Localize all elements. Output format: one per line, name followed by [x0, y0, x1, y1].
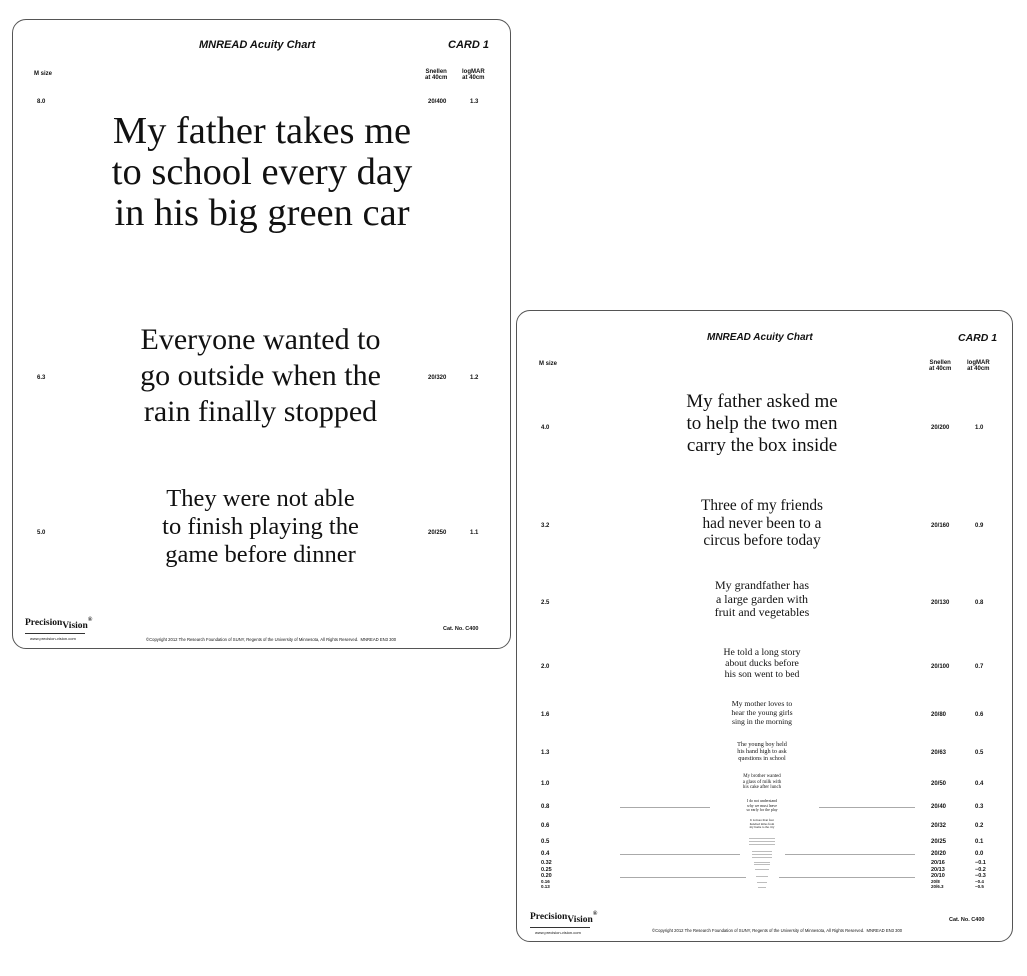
sentence-line: go outside when the	[140, 359, 381, 392]
snellen-value: 20/25	[931, 839, 947, 845]
sentence-line: Everyone wanted to	[140, 323, 381, 356]
website-text: www.precision-vision.com	[30, 636, 76, 641]
guide-line	[819, 807, 915, 808]
sentence-line: game before dinner	[165, 541, 356, 568]
snellen-header-line2: at 40cm	[425, 75, 448, 82]
snellen-header-line1: Snellen	[929, 360, 951, 366]
msize-value: 0.4	[541, 851, 550, 857]
sentence-line: a glass of milk with	[742, 779, 782, 785]
logmar-value: 0.7	[975, 664, 984, 670]
sentence-line: carry the box inside	[686, 435, 838, 456]
msize-value: 0.6	[541, 823, 550, 829]
tiny-sentence-placeholder	[754, 862, 770, 863]
sentence-line: to finish playing the	[162, 513, 359, 540]
reading-sentence	[742, 819, 782, 830]
logmar-value: 1.0	[975, 425, 984, 431]
registered-mark: ®	[87, 617, 93, 623]
chart-code: MNREAD EN3 300	[866, 928, 903, 933]
tiny-sentence-placeholder	[749, 844, 775, 845]
logmar-value: 0.9	[975, 523, 984, 529]
tiny-sentence-placeholder	[757, 882, 767, 883]
tiny-sentence-placeholder	[758, 887, 766, 888]
sentence-line: My mother loves to	[731, 699, 793, 708]
logmar-value: 1.1	[470, 530, 479, 536]
sentence-line: hear the young girls	[731, 708, 793, 717]
reading-sentence	[707, 647, 817, 680]
guide-line	[620, 877, 746, 878]
snellen-header	[425, 69, 447, 82]
sentence-line: The young boy held	[737, 741, 787, 748]
msize-value: 6.3	[37, 375, 46, 381]
logmar-value: 0.4	[975, 781, 984, 787]
snellen-value: 20/63	[931, 750, 947, 756]
guide-line	[779, 877, 915, 878]
sentence-line: so early for the play	[746, 808, 778, 812]
sentence-line: My father takes me	[112, 110, 412, 152]
logmar-header	[967, 360, 990, 373]
logmar-value: 1.3	[470, 99, 479, 105]
snellen-value: 20/130	[931, 600, 950, 606]
catalog-number: Cat. No. C400	[443, 626, 479, 632]
sentence-line: his son went to bed	[724, 669, 800, 680]
tiny-sentence-placeholder	[754, 864, 770, 865]
guide-line	[620, 807, 710, 808]
snellen-value: 20/200	[931, 425, 950, 431]
reading-sentence	[697, 579, 827, 620]
tiny-sentence-placeholder	[752, 854, 772, 855]
website-text: www.precision-vision.com	[535, 930, 581, 935]
msize-value: 1.3	[541, 750, 550, 756]
sentence-line: why we must leave	[747, 803, 777, 808]
precision-vision-logo	[25, 617, 93, 632]
logmar-value: 0.6	[975, 712, 984, 718]
logo-text-precision: Precision	[25, 618, 63, 629]
reading-sentence	[682, 497, 842, 550]
precision-vision-logo	[530, 911, 598, 926]
sentence-line: to school every day	[111, 151, 413, 193]
tiny-sentence-placeholder	[752, 851, 772, 852]
snellen-value: 20/20	[931, 851, 947, 857]
msize-value: 1.6	[541, 712, 550, 718]
snellen-header-line2: at 40cm	[929, 366, 952, 373]
snellen-value: 20/32	[931, 823, 947, 829]
logmar-header-line1: logMAR	[967, 360, 990, 366]
sentence-line: It is more than four	[750, 818, 774, 822]
snellen-value: 20/16	[931, 860, 945, 866]
logmar-header	[462, 69, 485, 82]
logmar-value: −0.2	[975, 867, 986, 873]
sentence-line: Three of my friends	[701, 497, 823, 514]
snellen-header-line1: Snellen	[425, 69, 447, 75]
snellen-value: 20/100	[931, 664, 950, 670]
sentence-line: questions in school	[738, 755, 786, 762]
catalog-number: Cat. No. C400	[949, 917, 985, 923]
logo-text-precision: Precision	[530, 912, 568, 923]
sentence-line: fruit and vegetables	[714, 605, 810, 619]
snellen-value: 20/40	[931, 804, 947, 810]
chart-code: MNREAD EN3 300	[360, 637, 397, 642]
sentence-line: rain finally stopped	[143, 395, 378, 428]
reading-sentence	[737, 799, 787, 813]
copyright-text	[652, 928, 902, 933]
logmar-value: 0.3	[975, 804, 984, 810]
msize-value: 0.5	[541, 839, 550, 845]
reading-sentence	[108, 322, 413, 430]
snellen-value: 20/50	[931, 781, 947, 787]
msize-value: 0.25	[541, 867, 552, 873]
logo-text-vision: Vision	[567, 915, 593, 926]
msize-header: M size	[539, 361, 558, 367]
logmar-header-line1: logMAR	[462, 69, 485, 75]
snellen-value: 20/250	[428, 530, 447, 536]
sentence-line: about ducks before	[725, 658, 799, 669]
reading-sentence	[727, 741, 797, 762]
msize-value: 1.0	[541, 781, 550, 787]
logmar-header-line2: at 40cm	[462, 75, 485, 82]
sentence-line: They were not able	[166, 485, 355, 512]
snellen-value: 20/13	[931, 867, 945, 873]
sentence-line: in his big green car	[114, 192, 410, 234]
card-label: CARD 1	[448, 39, 489, 51]
msize-value: 0.32	[541, 860, 552, 866]
sentence-line: sing in the morning	[731, 717, 792, 726]
msize-value: 0.16	[541, 879, 550, 884]
chart-title: MNREAD Acuity Chart	[707, 332, 813, 343]
reading-sentence	[67, 111, 457, 234]
logo-underline	[25, 633, 85, 634]
sentence-line: had never been to a	[702, 514, 822, 532]
logmar-value: 0.0	[975, 851, 984, 857]
tiny-sentence-placeholder	[749, 841, 775, 842]
sentence-line: I do not understand	[746, 799, 778, 803]
snellen-value: 20/8	[931, 879, 940, 884]
chart-card-2	[516, 310, 1013, 942]
guide-line	[785, 854, 915, 855]
registered-mark: ®	[592, 911, 598, 917]
logmar-header-line2: at 40cm	[967, 366, 990, 373]
sentence-line: My father asked me	[686, 391, 838, 412]
snellen-value: 20/400	[428, 99, 447, 105]
tiny-sentence-placeholder	[755, 869, 769, 870]
logmar-value: −0.5	[975, 884, 984, 889]
guide-line	[620, 854, 740, 855]
logmar-value: 0.2	[975, 823, 984, 829]
msize-value: 8.0	[37, 99, 46, 105]
copyright-notice: ©Copyright 2012 The Research Foundation of SUNY, Regents of the University of Minnesota, All Rights Reserved.	[146, 637, 359, 642]
sentence-line: his hand high to ask	[737, 748, 787, 755]
msize-header: M size	[34, 71, 53, 77]
snellen-value: 20/160	[931, 523, 950, 529]
sentence-line: his cake after lunch	[742, 785, 782, 791]
logo-text-vision: Vision	[62, 621, 88, 632]
msize-value: 0.13	[541, 884, 550, 889]
logo-underline	[530, 927, 590, 928]
logmar-value: 0.8	[975, 600, 984, 606]
msize-value: 3.2	[541, 523, 550, 529]
msize-value: 0.20	[541, 873, 552, 879]
msize-value: 2.5	[541, 600, 550, 606]
sentence-line: My brother wanted	[743, 774, 781, 779]
logmar-value: −0.4	[975, 879, 984, 884]
msize-value: 2.0	[541, 664, 550, 670]
card-label: CARD 1	[958, 332, 998, 344]
reading-sentence	[662, 391, 862, 457]
logmar-value: 0.5	[975, 750, 984, 756]
chart-title: MNREAD Acuity Chart	[199, 39, 316, 51]
sentence-line: My grandfather has	[715, 578, 809, 592]
logmar-value: 1.2	[470, 375, 479, 381]
reading-sentence	[732, 774, 792, 791]
tiny-sentence-placeholder	[756, 876, 768, 877]
reading-sentence	[717, 699, 807, 726]
logmar-value: −0.3	[975, 873, 986, 879]
msize-value: 4.0	[541, 425, 550, 431]
logmar-value: 0.1	[975, 839, 984, 845]
copyright-notice: ©Copyright 2012 The Research Foundation of SUNY, Regents of the University of Minnesota, All Rights Reserved.	[652, 928, 865, 933]
sentence-line: to help the two men	[686, 413, 838, 434]
sentence-line: circus before today	[703, 532, 821, 549]
copyright-text	[146, 637, 396, 642]
reading-sentence	[123, 485, 398, 569]
snellen-value: 20/320	[428, 375, 447, 381]
chart-card-1	[12, 19, 511, 649]
sentence-line: hundred miles from	[749, 821, 775, 826]
snellen-header	[929, 360, 951, 373]
logmar-value: −0.1	[975, 860, 986, 866]
msize-value: 0.8	[541, 804, 550, 810]
snellen-value: 20/6.3	[931, 884, 944, 889]
tiny-sentence-placeholder	[749, 838, 775, 839]
sentence-line: a large garden with	[715, 591, 809, 606]
snellen-value: 20/10	[931, 873, 945, 879]
msize-value: 5.0	[37, 530, 46, 536]
snellen-value: 20/80	[931, 712, 947, 718]
sentence-line: my home to the city	[749, 825, 775, 830]
tiny-sentence-placeholder	[752, 857, 772, 858]
sentence-line: He told a long story	[723, 647, 801, 658]
